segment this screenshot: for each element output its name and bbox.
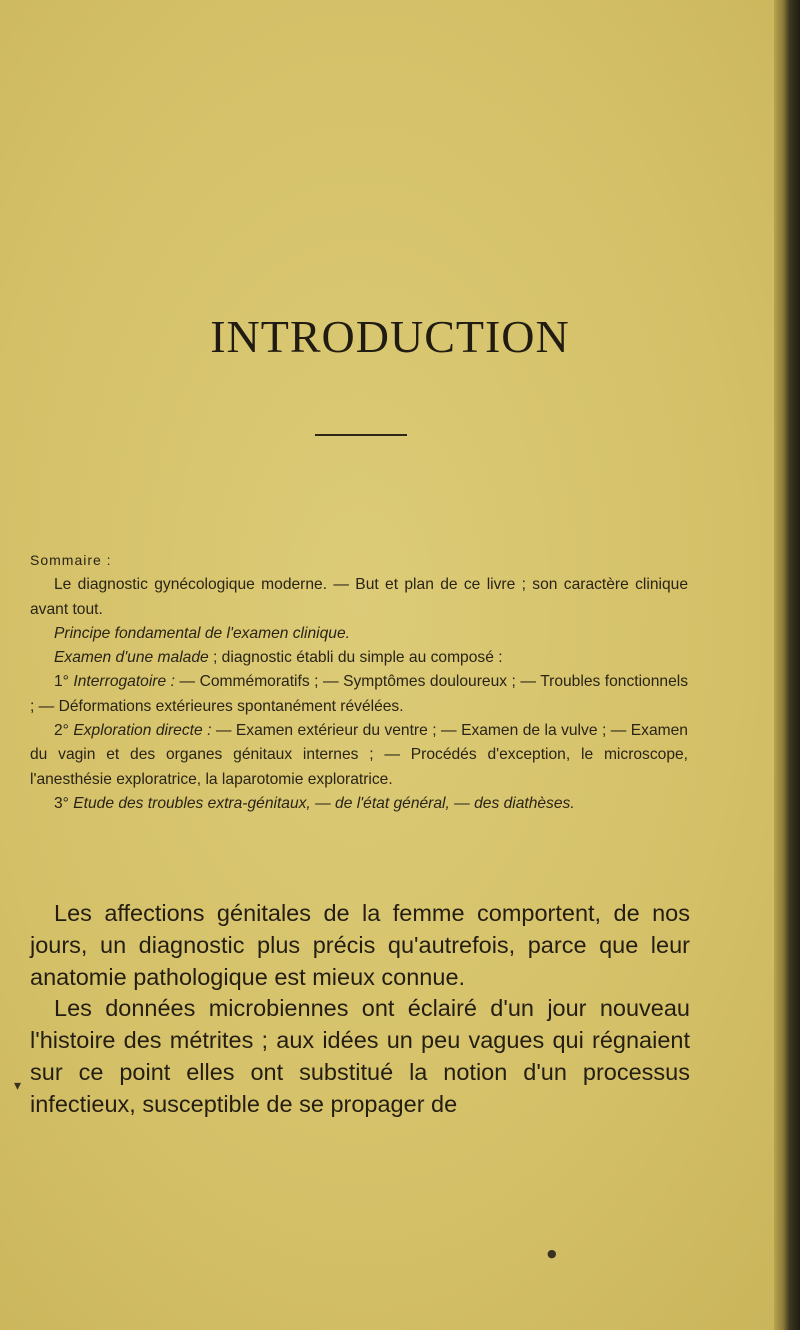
chapter-summary: [30, 548, 688, 816]
chapter-title: INTRODUCTION: [210, 311, 570, 362]
paragraph-2: Les données microbiennes ont éclairé d'un jour nouveau l'histoire des métrites ; aux idées un peu vagues qui régnaient sur ce point elles ont substitué la notion d'un processus infectieux, susceptible de se propager de: [30, 995, 690, 1117]
summary-line-1: Le diagnostic gynécologique moderne. — But et plan de ce livre ; son caractère clinique avant tout.: [30, 576, 688, 618]
margin-mark: ▾: [14, 1078, 22, 1094]
paragraph-1: Les affections génitales de la femme comportent, de nos jours, un diagnostic plus précis qu'autrefois, parce que leur anatomie pathologique est mieux connue.: [30, 900, 690, 990]
summary-item-2: 2° Exploration directe : — Examen extérieur du ventre ; — Examen de la vulve ; — Examen du vagin et des organes génitaux internes ; — Procédés d'exception, le microscope, l'anesthésie exploratrice, la laparotomie exploratrice.: [30, 722, 688, 788]
title-rule: [315, 434, 407, 436]
body-text: [30, 898, 690, 1121]
summary-item-3: 3° Etude des troubles extra-génitaux, — de l'état général, — des diathèses.: [54, 794, 575, 812]
ink-speck: ●: [547, 1247, 557, 1260]
summary-heading: Sommaire :: [30, 552, 112, 568]
summary-exam: Examen d'une malade ; diagnostic établi du simple au composé :: [54, 649, 503, 667]
summary-item-1: 1° Interrogatoire : — Commémoratifs ; — Symptômes douloureux ; — Troubles fonctionnels ; — Déformations extérieures spontanément révélées.: [30, 673, 689, 715]
summary-principle: Principe fondamental de l'examen clinique.: [54, 624, 350, 642]
page-edge-shadow: [774, 0, 800, 1330]
